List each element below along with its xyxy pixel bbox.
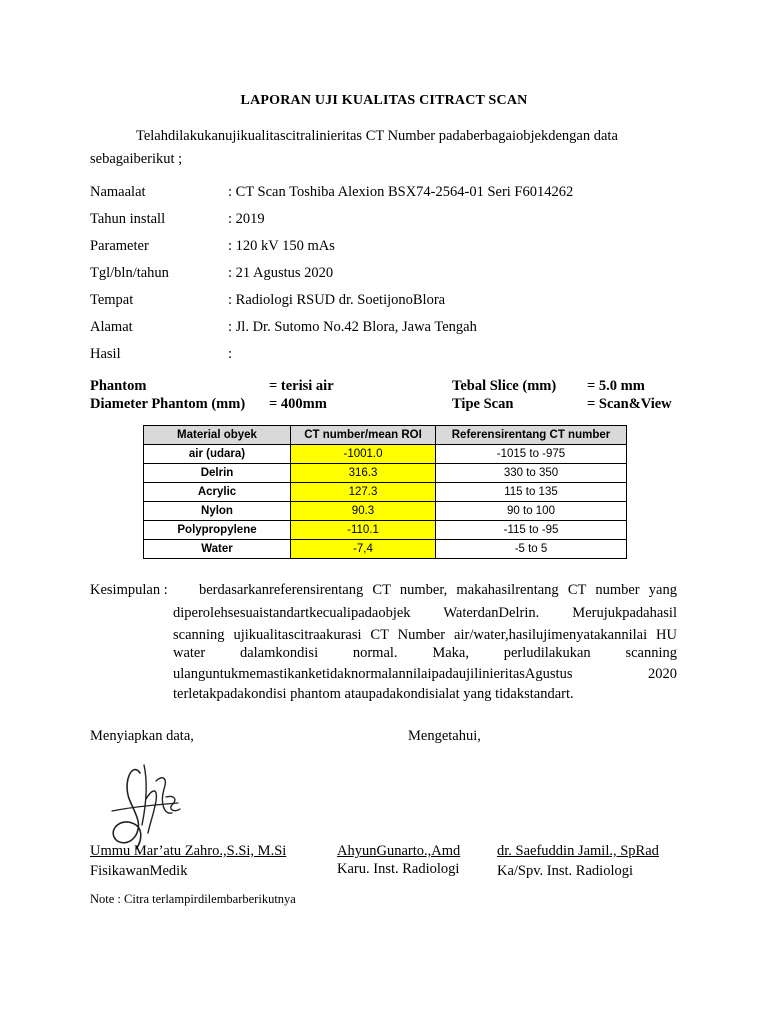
conclusion-line: water dalamkondisi normal. Maka, perludilakukan scanning bbox=[173, 645, 677, 661]
scan-type-value: = Scan&View bbox=[587, 396, 672, 412]
conclusion-line: berdasarkanreferensirentang CT number, makahasilrentang CT number yang bbox=[199, 582, 677, 598]
conclusion-line: diperolehsesuaistandartkecualipadaobjek WaterdanDelrin. Merujukpadahasil bbox=[173, 605, 677, 621]
prepared-by-label: Menyiapkan data, bbox=[90, 728, 194, 744]
phantom-diameter-value: = 400mm bbox=[269, 396, 327, 412]
ct-value-cell: -1001.0 bbox=[291, 445, 436, 464]
info-label-install-year: Tahun install bbox=[90, 211, 166, 227]
slice-thickness-label: Tebal Slice (mm) bbox=[452, 378, 557, 394]
info-value-date: : 21 Agustus 2020 bbox=[228, 265, 334, 281]
table-row bbox=[144, 521, 627, 540]
table-row bbox=[144, 464, 627, 483]
reference-cell: -1015 to -975 bbox=[436, 445, 627, 464]
conclusion-line: scanning ujikualitascitraakurasi CT Number air/water,hasilujimenyatakannilai HU bbox=[173, 627, 677, 643]
ct-value-cell: -7,4 bbox=[291, 540, 436, 559]
intro-text-line-2: sebagaiberikut ; bbox=[90, 151, 183, 167]
slice-thickness-value: = 5.0 mm bbox=[587, 378, 645, 394]
ct-value-cell: -110.1 bbox=[291, 521, 436, 540]
reference-cell: 115 to 135 bbox=[436, 483, 627, 502]
conclusion-line: ulanguntukmemastikanketidaknormalannilaipadaujilinieritasAgustus 2020 bbox=[173, 666, 677, 682]
info-label-date: Tgl/bln/tahun bbox=[90, 265, 169, 281]
report-title: LAPORAN UJI KUALITAS CITRACT SCAN bbox=[240, 93, 528, 108]
material-cell: Nylon bbox=[144, 502, 291, 521]
header-ct-number: CT number/mean ROI bbox=[291, 426, 436, 445]
reference-cell: -5 to 5 bbox=[436, 540, 627, 559]
header-reference-range: Referensirentang CT number bbox=[436, 426, 627, 445]
signatory-3-name: dr. Saefuddin Jamil., SpRad bbox=[497, 843, 659, 859]
phantom-value: = terisi air bbox=[269, 378, 334, 394]
table-row bbox=[144, 540, 627, 559]
info-value-device: : CT Scan Toshiba Alexion BSX74-2564-01 Seri F6014262 bbox=[228, 184, 574, 200]
phantom-diameter-label: Diameter Phantom (mm) bbox=[90, 396, 246, 412]
signatory-3-role: Ka/Spv. Inst. Radiologi bbox=[497, 863, 634, 879]
info-label-place: Tempat bbox=[90, 292, 134, 308]
material-cell: Polypropylene bbox=[144, 521, 291, 540]
material-cell: Acrylic bbox=[144, 483, 291, 502]
reference-cell: 330 to 350 bbox=[436, 464, 627, 483]
reference-cell: -115 to -95 bbox=[436, 521, 627, 540]
info-label-address: Alamat bbox=[90, 319, 133, 335]
table-row bbox=[144, 483, 627, 502]
header-material: Material obyek bbox=[144, 426, 291, 445]
acknowledged-by-label: Mengetahui, bbox=[408, 728, 481, 744]
phantom-label: Phantom bbox=[90, 378, 147, 394]
ct-value-cell: 90.3 bbox=[291, 502, 436, 521]
info-value-parameter: : 120 kV 150 mAs bbox=[228, 238, 335, 254]
material-cell: Water bbox=[144, 540, 291, 559]
reference-cell: 90 to 100 bbox=[436, 502, 627, 521]
info-label-device: Namaalat bbox=[90, 184, 146, 200]
ct-value-cell: 316.3 bbox=[291, 464, 436, 483]
material-cell: Delrin bbox=[144, 464, 291, 483]
signatory-2-name: AhyunGunarto.,Amd bbox=[337, 843, 461, 859]
attachment-note: Note : Citra terlampirdilembarberikutnya bbox=[90, 892, 296, 906]
info-value-result: : bbox=[228, 346, 233, 362]
info-value-address: : Jl. Dr. Sutomo No.42 Blora, Jawa Tengah bbox=[228, 319, 477, 335]
table-row bbox=[144, 445, 627, 464]
signatory-1-role: FisikawanMedik bbox=[90, 863, 188, 879]
table-row bbox=[144, 502, 627, 521]
info-label-result: Hasil bbox=[90, 346, 121, 362]
intro-text-line-1: Telahdilakukanujikualitascitralinieritas CT Number padaberbagaiobjekdengan data bbox=[136, 128, 618, 144]
scan-type-label: Tipe Scan bbox=[452, 396, 514, 412]
handwritten-signature bbox=[92, 753, 210, 853]
conclusion-lead: Kesimpulan : bbox=[90, 582, 168, 598]
info-label-parameter: Parameter bbox=[90, 238, 149, 254]
conclusion-line: terletakpadakondisi phantom ataupadakondisialat yang tidakstandart. bbox=[173, 686, 574, 702]
ct-number-table bbox=[143, 425, 627, 559]
ct-value-cell: 127.3 bbox=[291, 483, 436, 502]
signatory-1-name: Ummu Mar’atu Zahro.,S.Si, M.Si bbox=[90, 843, 287, 859]
material-cell: air (udara) bbox=[144, 445, 291, 464]
info-value-place: : Radiologi RSUD dr. SoetijonoBlora bbox=[228, 292, 446, 308]
signatory-2-role: Karu. Inst. Radiologi bbox=[337, 861, 460, 877]
info-value-install-year: : 2019 bbox=[228, 211, 265, 227]
table-header-row bbox=[144, 426, 627, 445]
